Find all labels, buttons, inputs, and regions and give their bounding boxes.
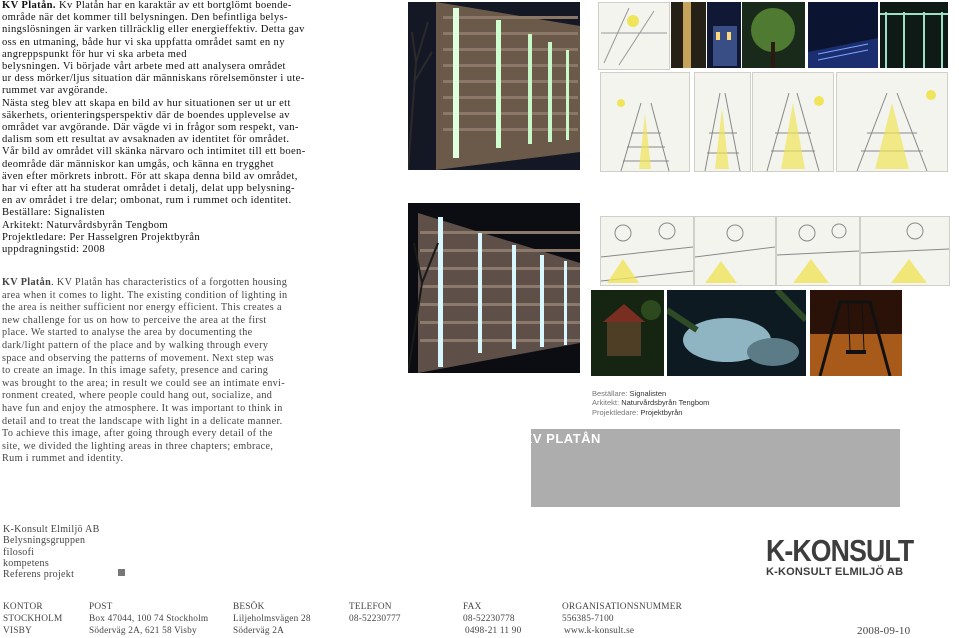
steps-night-photo xyxy=(808,2,878,68)
swedish-line: ur dess mörker/ljus situation där människans rörelsemönster i ute- xyxy=(2,73,305,85)
english-line: area when it comes to light. The existing condition of lighting in xyxy=(2,289,288,301)
footer-header-phone: TELEFON xyxy=(349,602,392,612)
stair-light-photo xyxy=(671,2,706,68)
footer-post-visby: Söderväg 2A, 621 58 Visby xyxy=(89,626,197,636)
footer-city-stockholm: STOCKHOLM xyxy=(3,614,63,624)
swedish-line: rummet var avgörande. xyxy=(2,85,108,97)
stair-sketch-4 xyxy=(836,72,948,172)
english-line: site, we divided the lighting areas in three chapters; embrace, xyxy=(2,440,274,452)
footer-city-visby: VISBY xyxy=(3,626,32,636)
footer-header-org-number: ORGANISATIONSNUMMER xyxy=(562,602,683,612)
english-line: to create an image. In this image safety, presence and caring xyxy=(2,365,269,377)
swedish-line: har vi efter att ha studerat området i detalj, delat upp belysning- xyxy=(2,183,295,195)
swedish-line: området var avgörande. Där vägde vi in frågor som respekt, van- xyxy=(2,122,299,134)
sketch-thumbnail-1 xyxy=(598,2,670,70)
english-text-block xyxy=(2,277,332,466)
footer-org-number-value: 556385-7100 xyxy=(562,614,614,624)
project-title: KV PLATÅN xyxy=(523,431,601,446)
company-logo xyxy=(766,533,914,582)
facade-night-photo xyxy=(707,2,741,68)
credit-architect: Arkitekt: Naturvårdsbyrån Tengbom xyxy=(2,219,168,231)
swing-sunset-photo xyxy=(810,290,902,376)
english-line: To achieve this image, after going through every detail of the xyxy=(2,428,273,440)
small-credit-client: Beställare: Signalisten xyxy=(592,389,667,398)
swedish-line: ningslösningen är varken tillräcklig eller energieffektiv. Detta gav xyxy=(2,24,305,36)
building-night-photo-1 xyxy=(408,2,580,170)
footer-post-stockholm: Box 47044, 100 74 Stockholm xyxy=(89,614,209,624)
footer-date: 2008-09-10 xyxy=(857,625,911,637)
footer-header-fax: FAX xyxy=(463,602,482,612)
english-line: space and observing the patterns of movement. Next step was xyxy=(2,352,274,364)
street-sketch-3 xyxy=(776,216,860,286)
rocks-night-photo xyxy=(667,290,806,376)
english-line: ronment created, where people could hang out, socialize, and xyxy=(2,390,273,402)
footer-phone-visby: 0498-21 11 90 xyxy=(465,626,522,636)
small-credits-block xyxy=(592,389,792,417)
nav-item-references[interactable]: Referens projekt xyxy=(3,569,75,581)
footer-website-link[interactable]: www.k-konsult.se xyxy=(564,626,635,636)
english-line: detail and to treat the landscape with light in a delicate manner. xyxy=(2,415,283,427)
english-line: was brought to the area; in result we could see an intimate envi- xyxy=(2,377,286,389)
active-nav-marker-icon xyxy=(118,569,125,576)
swedish-line: deområde där människor kan umgås, och känna en trygghet xyxy=(2,158,274,170)
credit-year: uppdragningstid: 2008 xyxy=(2,244,105,256)
english-title: KV Platån xyxy=(2,277,52,288)
logo-subline: K-KONSULT ELMILJÖ AB xyxy=(766,566,904,578)
swedish-line: Vår bild av området vill skänka närvaro och intimitet till ett boen- xyxy=(2,146,306,158)
footer-visit-stockholm: Liljeholmsvägen 28 xyxy=(233,614,311,624)
footer-visit-visby: Söderväg 2A xyxy=(233,626,284,636)
swedish-line: oss en utmaning, både hur vi ska uppfatta området samt en ny xyxy=(2,36,285,48)
swedish-line: belysningen. Vi började vårt arbete med att analysera området xyxy=(2,61,286,73)
footer-header-post: POST xyxy=(89,602,113,612)
street-sketch-2 xyxy=(694,216,776,286)
footer-fax-stockholm: 08-52230778 xyxy=(463,614,515,624)
footer-header-office: KONTOR xyxy=(3,602,43,612)
english-line: place. We started to analyse the area by documenting the xyxy=(2,327,253,339)
swedish-line: område när det kommer till belysningen. Den befintliga belys- xyxy=(2,12,288,24)
english-line: new challenge for us on how to perceive the area at the first xyxy=(2,314,267,326)
english-line: have fun and enjoy the atmosphere. It was important to think in xyxy=(2,402,283,414)
english-line: Rum i rummet and identity. xyxy=(2,453,124,465)
building-night-photo-2 xyxy=(408,203,580,373)
nav-item-philosophy[interactable]: filosofi xyxy=(3,546,35,558)
swedish-line: en av området i tre delar; ombonat, rum i rummet och identitet. xyxy=(2,195,292,207)
pergola-night-photo xyxy=(880,2,948,68)
swedish-line: Nästa steg blev att skapa en bild av hur situationen ser ut ur ett xyxy=(2,97,291,109)
logo-wordmark: K-KONSULT xyxy=(766,533,914,568)
street-sketch-1 xyxy=(600,216,694,286)
tree-night-photo xyxy=(742,2,805,68)
nav-item-lighting-group[interactable]: Belysningsgruppen xyxy=(3,535,86,547)
street-sketch-4 xyxy=(860,216,950,286)
swedish-line: säkerhets, orienteringsperspektiv där de boendes upplevelse av xyxy=(2,109,290,121)
stair-sketch-2 xyxy=(694,72,751,172)
swedish-line: KV Platån. Kv Platån har en karaktär av ett bortglömt boende- xyxy=(2,0,292,11)
small-credit-project-manager: Projektledare: Projektbyrån xyxy=(592,407,683,417)
stair-sketch-3 xyxy=(752,72,834,172)
credit-client: Beställare: Signalisten xyxy=(2,207,106,219)
english-line: KV Platån. KV Platån has characteristics of a forgotten housing xyxy=(2,277,288,288)
swedish-title: KV Platån. xyxy=(2,0,56,11)
project-title-box xyxy=(523,429,900,507)
stair-sketch-1 xyxy=(600,72,690,172)
footer-phone-stockholm: 08-52230777 xyxy=(349,614,401,624)
swedish-line: dalism som ett resultat av avsaknaden av identitet för området. xyxy=(2,134,290,146)
english-line: dark/light pattern of the place and by walking through every xyxy=(2,339,269,351)
swedish-line: även efter mörkrets inbrott. För att skapa denna bild av området, xyxy=(2,170,298,182)
nav-item-competence[interactable]: kompetens xyxy=(3,557,50,569)
company-nav-list xyxy=(3,524,203,580)
small-credit-architect: Arkitekt: Naturvårdsbyrån Tengbom xyxy=(592,398,710,408)
nav-item-company[interactable]: K-Konsult Elmiljö AB xyxy=(3,524,100,535)
english-line: the area is neither sufficient nor energy efficient. This creates a xyxy=(2,302,282,314)
credit-project-manager: Projektledare: Per Hasselgren Projektbyrån xyxy=(2,231,200,243)
footer-header-visit: BESÖK xyxy=(233,602,265,612)
playground-night-photo xyxy=(591,290,664,376)
swedish-line: angreppspunkt för hur vi ska arbeta med xyxy=(2,48,187,60)
swedish-text-block xyxy=(2,0,332,256)
footer-contact-table xyxy=(0,601,959,638)
